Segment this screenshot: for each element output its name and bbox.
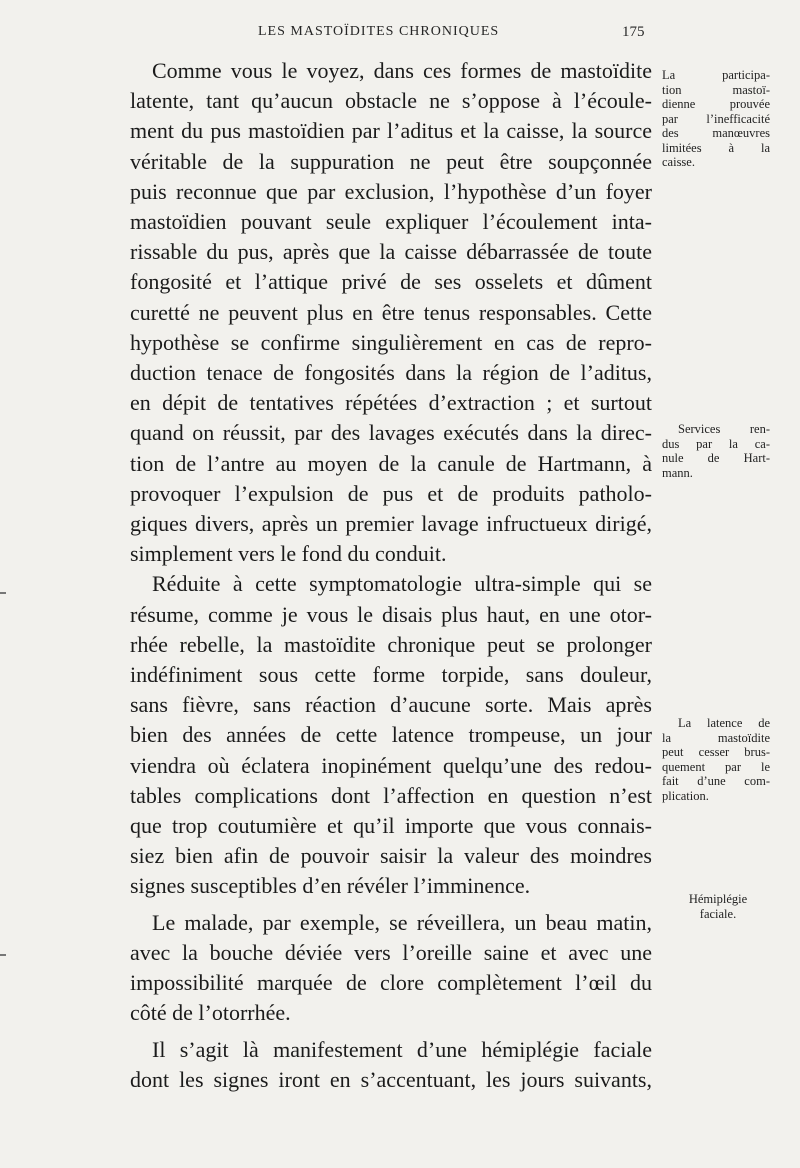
text-line: tables complications dont l’affection en question n’est [130, 782, 652, 808]
text-line: siez bien afin de pouvoir saisir la valeur des moindres [130, 843, 652, 869]
text-line: tion de l’antre au moyen de la canule de Hartmann, à [130, 450, 652, 476]
page-edge-mark [0, 954, 6, 956]
text-line: Réduite à cette symptomatologie ultra-simple qui se [152, 571, 652, 597]
margin-note-participation [662, 68, 770, 170]
margin-note-line: quement par le [662, 759, 770, 774]
text-line: simplement vers le fond du conduit. [130, 541, 447, 567]
paragraph-2 [130, 569, 652, 901]
margin-note-line: par l’inefficacité [662, 111, 770, 126]
text-line: hypothèse se confirme singulièrement en cas de repro- [130, 329, 652, 355]
margin-note-hemiplegie [668, 892, 768, 921]
main-text [130, 56, 652, 1095]
margin-note-line: dienne prouvée [662, 97, 770, 111]
margin-note-line: nule de Hart- [662, 451, 770, 465]
text-line: provoquer l’expulsion de pus et de produits patholo- [130, 480, 652, 506]
text-line: que trop coutumière et qu’il importe que vous connais- [130, 813, 652, 839]
text-line: en dépit de tentatives répétées d’extraction ; et surtout [130, 390, 652, 416]
margin-note-line: tion mastoï- [662, 82, 770, 97]
text-line: duction tenace de fongosités dans la région de l’aditus, [130, 360, 652, 386]
margin-note-line: faciale. [699, 906, 737, 921]
text-line: rissable du pus, après que la caisse débarrassée de toute [130, 239, 652, 265]
text-line: Le malade, par exemple, se réveillera, un beau matin, [152, 909, 652, 935]
margin-note-line: mann. [662, 465, 693, 480]
margin-note-line: caisse. [662, 155, 695, 169]
text-line: fongosité et l’attique privé de ses osselets et dûment [130, 269, 652, 295]
margin-note-line: Services ren- [678, 422, 770, 436]
margin-note-canule [662, 422, 770, 480]
page-number: 175 [622, 24, 645, 40]
text-line: quand on réussit, par des lavages exécutés dans la direc- [130, 420, 652, 446]
text-line: mastoïdien pouvant seule expliquer l’écoulement inta- [130, 209, 652, 235]
margin-note-line: des manœuvres [662, 126, 770, 140]
paragraph-4 [130, 1035, 652, 1095]
text-line: ment du pus mastoïdien par l’aditus et la caisse, la source [130, 118, 652, 144]
text-line: véritable de la suppuration ne peut être soupçonnée [130, 148, 652, 174]
text-line: avec la bouche déviée vers l’oreille saine et avec une [130, 939, 652, 965]
text-line: Il s’agit là manifestement d’une hémiplégie faciale [152, 1036, 652, 1062]
text-line: curetté ne peuvent plus en être tenus responsables. Cette [130, 299, 652, 325]
margin-note-latence [662, 716, 770, 803]
text-line: indéfiniment sous cette forme torpide, sans douleur, [130, 662, 652, 688]
text-line: giques divers, après un premier lavage infructueux dirigé, [130, 511, 652, 537]
text-line: impossibilité marquée de clore complètement l’œil du [130, 970, 652, 996]
margin-note-line: La participa- [662, 68, 770, 82]
text-line: signes susceptibles d’en révéler l’imminence. [130, 873, 531, 899]
text-line: résume, comme je vous le disais plus haut, en une otor- [130, 601, 652, 627]
margin-note-line: plication. [662, 788, 709, 803]
text-line: côté de l’otorrhée. [130, 1000, 291, 1026]
margin-note-line: la mastoïdite [662, 730, 770, 745]
margin-note-line: fait d’une com- [662, 774, 770, 788]
text-line: sans fièvre, sans réaction d’aucune sorte. Mais après [130, 692, 652, 718]
text-line: bien des années de cette latence trompeuse, un jour [130, 722, 652, 748]
text-line: Comme vous le voyez, dans ces formes de mastoïdite [152, 58, 652, 83]
text-line: dont les signes iront en s’accentuant, les jours suivants, [130, 1066, 652, 1092]
margin-note-line: limitées à la [662, 140, 770, 155]
text-line: latente, tant qu’aucun obstacle ne s’oppose à l’écoule- [130, 88, 652, 114]
margin-note-line: dus par la ca- [662, 436, 770, 451]
margin-note-line: Hémiplégie [688, 892, 748, 906]
text-line: rhée rebelle, la mastoïdite chronique peut se prolonger [130, 631, 652, 657]
paragraph-1 [130, 56, 652, 569]
text-line: puis reconnue que par exclusion, l’hypothèse d’un foyer [130, 178, 652, 204]
margin-note-line: peut cesser brus- [662, 745, 770, 759]
margin-note-line: La latence de [678, 716, 770, 730]
text-line: viendra où éclatera inopinément quelqu’une des redou- [130, 752, 652, 778]
paragraph-3 [130, 908, 652, 1029]
running-title: LES MASTOÏDITES CHRONIQUES [258, 24, 500, 39]
page-edge-mark [0, 592, 6, 594]
